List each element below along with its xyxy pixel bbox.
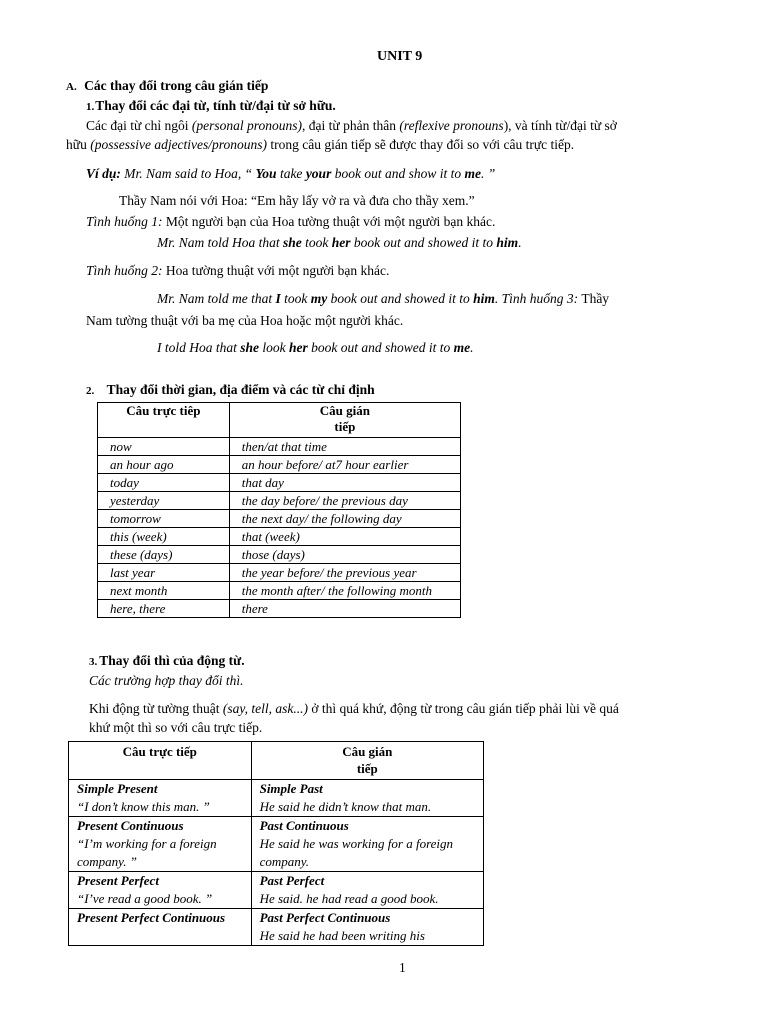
sentence-pronoun: she bbox=[283, 235, 302, 250]
direct-cell: last year bbox=[98, 564, 230, 582]
case-label: Tình huống 1: bbox=[86, 214, 163, 229]
sentence-text: book out and showed it to bbox=[307, 340, 454, 355]
sentence-text: book out and showed it to bbox=[327, 291, 474, 306]
para-text: , đại từ phản thân bbox=[302, 118, 400, 133]
para-text: ở thì quá khứ, động từ trong câu gián tiếp phải lùi về quá bbox=[308, 701, 619, 716]
case-label: Tình huống 2: bbox=[86, 263, 163, 278]
table-row bbox=[98, 438, 461, 456]
example-text: book out and show it to bbox=[331, 166, 465, 181]
sub3-paragraph-line2: khứ một thì so với câu trực tiếp. bbox=[89, 720, 263, 735]
reported-cell: then/at that time bbox=[229, 438, 460, 456]
header-reported bbox=[251, 742, 483, 780]
table-row bbox=[98, 456, 461, 474]
direct-cell: an hour ago bbox=[98, 456, 230, 474]
tense-example: “I don’t know this man. ” bbox=[77, 799, 210, 814]
time-place-table bbox=[97, 402, 461, 618]
example-pronoun: You bbox=[255, 166, 277, 181]
sentence-pronoun: me bbox=[453, 340, 471, 355]
sub2-marker: 2. bbox=[86, 385, 95, 397]
sub2-title: Thay đổi thời gian, địa điểm và các từ chỉ định bbox=[106, 382, 375, 397]
sentence-text: . bbox=[518, 235, 522, 250]
sub3-subheading: Các trường hợp thay đổi thì. bbox=[89, 673, 244, 688]
para-term: (say, tell, ask...) bbox=[222, 701, 309, 716]
case-text: Hoa tường thuật với một người bạn khác. bbox=[162, 263, 390, 278]
sub1-paragraph-line2 bbox=[66, 136, 574, 154]
table-row bbox=[69, 909, 484, 946]
sentence-pronoun: her bbox=[289, 340, 308, 355]
case2-sentence bbox=[157, 290, 609, 308]
sentence-text: . bbox=[494, 291, 502, 306]
table-row bbox=[69, 872, 484, 909]
case-text: Thầy bbox=[578, 291, 610, 306]
reported-cell: there bbox=[229, 600, 460, 618]
reported-cell bbox=[251, 909, 483, 946]
example-text: Mr. Nam said to Hoa, “ bbox=[120, 166, 256, 181]
table-row bbox=[98, 492, 461, 510]
sentence-pronoun: she bbox=[240, 340, 260, 355]
reported-cell: an hour before/ at7 hour earlier bbox=[229, 456, 460, 474]
direct-cell bbox=[69, 909, 252, 946]
sub3-title: Thay đổi thì của động từ. bbox=[99, 653, 245, 668]
sentence-text: took bbox=[280, 291, 311, 306]
tense-table bbox=[68, 741, 484, 946]
header-label: tiếp bbox=[356, 761, 378, 776]
reported-cell: that day bbox=[229, 474, 460, 492]
section-a-marker: A. bbox=[66, 81, 77, 93]
tense-name: Past Continuous bbox=[259, 818, 349, 833]
tense-name: Present Perfect bbox=[77, 873, 159, 888]
sub1-marker: 1. bbox=[86, 101, 95, 113]
reported-cell bbox=[251, 817, 483, 872]
header-direct bbox=[69, 742, 252, 780]
example-pronoun: me bbox=[464, 166, 481, 181]
case2-description bbox=[86, 262, 389, 280]
para-text: ), và tính từ/đại từ sở bbox=[503, 118, 617, 133]
tense-example: He said he was working for a foreign company. bbox=[259, 836, 454, 869]
table-row bbox=[98, 546, 461, 564]
reported-cell bbox=[251, 780, 483, 817]
sentence-pronoun: I bbox=[275, 291, 281, 306]
header-label: Câu gián bbox=[342, 744, 393, 759]
sub1-paragraph-line1 bbox=[86, 117, 617, 135]
case-label: Tình huống 3: bbox=[501, 291, 579, 306]
reported-cell: those (days) bbox=[229, 546, 460, 564]
header-label: Câu trực tiếp bbox=[122, 744, 197, 759]
reported-cell: the month after/ the following month bbox=[229, 582, 460, 600]
direct-cell: yesterday bbox=[98, 492, 230, 510]
table-row bbox=[98, 564, 461, 582]
para-term: (reflexive pronouns bbox=[399, 118, 504, 133]
reported-cell: the next day/ the following day bbox=[229, 510, 460, 528]
direct-cell: now bbox=[98, 438, 230, 456]
direct-cell: this (week) bbox=[98, 528, 230, 546]
tense-example: He said he didn’t know that man. bbox=[259, 799, 432, 814]
sentence-pronoun: him bbox=[473, 291, 495, 306]
tense-example: He said. he had read a good book. bbox=[259, 891, 439, 906]
unit-title: UNIT 9 bbox=[377, 49, 423, 64]
example-sentence bbox=[86, 165, 495, 183]
tense-name: Present Continuous bbox=[77, 818, 184, 833]
table-row bbox=[69, 817, 484, 872]
tense-example: “I’m working for a foreign company. ” bbox=[77, 836, 217, 869]
reported-cell: the day before/ the previous day bbox=[229, 492, 460, 510]
direct-cell bbox=[69, 817, 252, 872]
table-row bbox=[98, 474, 461, 492]
sub3-heading bbox=[89, 652, 245, 671]
para-text: Khi động từ tường thuật bbox=[89, 701, 223, 716]
sub1-title: Thay đổi các đại từ, tính từ/đại từ sở hữu. bbox=[95, 98, 336, 113]
section-a-heading bbox=[66, 77, 268, 96]
sub2-heading bbox=[86, 381, 375, 400]
direct-cell: tomorrow bbox=[98, 510, 230, 528]
tense-example: “I’ve read a good book. ” bbox=[77, 891, 213, 906]
sentence-pronoun: him bbox=[496, 235, 519, 250]
example-pronoun: your bbox=[305, 166, 332, 181]
sub1-heading bbox=[86, 97, 336, 116]
table-row bbox=[98, 582, 461, 600]
table-row bbox=[98, 510, 461, 528]
sub3-paragraph-line1 bbox=[89, 700, 619, 718]
section-a-title: Các thay đổi trong câu gián tiếp bbox=[84, 78, 269, 93]
sentence-pronoun: my bbox=[310, 291, 328, 306]
table-row bbox=[98, 528, 461, 546]
direct-cell: today bbox=[98, 474, 230, 492]
para-term: (personal pronouns) bbox=[191, 118, 303, 133]
page-number: 1 bbox=[399, 960, 406, 975]
sentence-text: book out and showed it to bbox=[350, 235, 497, 250]
header-direct bbox=[98, 403, 230, 438]
example-translation: Thầy Nam nói với Hoa: “Em hãy lấy vở ra và đưa cho thầy xem.” bbox=[119, 193, 475, 208]
tense-name: Simple Present bbox=[77, 781, 158, 796]
direct-cell: these (days) bbox=[98, 546, 230, 564]
tense-name: Past Perfect bbox=[259, 873, 325, 888]
sentence-text: Mr. Nam told Hoa that bbox=[157, 235, 284, 250]
direct-cell: here, there bbox=[98, 600, 230, 618]
direct-cell bbox=[69, 780, 252, 817]
example-label: Ví dụ: bbox=[86, 166, 121, 181]
tense-name: Past Perfect Continuous bbox=[259, 910, 391, 925]
sentence-text: I told Hoa that bbox=[157, 340, 241, 355]
reported-cell: that (week) bbox=[229, 528, 460, 546]
direct-cell: next month bbox=[98, 582, 230, 600]
reported-cell: the year before/ the previous year bbox=[229, 564, 460, 582]
table-header-row bbox=[98, 403, 461, 438]
sentence-pronoun: her bbox=[331, 235, 351, 250]
para-text: hữu bbox=[66, 137, 91, 152]
table-row bbox=[98, 600, 461, 618]
table-row bbox=[69, 780, 484, 817]
case3-description: Nam tường thuật với ba mẹ của Hoa hoặc một người khác. bbox=[86, 313, 404, 328]
sentence-text: look bbox=[259, 340, 290, 355]
header-label: Câu trực tiêp bbox=[126, 403, 201, 418]
case-text: Một người bạn của Hoa tường thuật với một người bạn khác. bbox=[162, 214, 496, 229]
tense-example: He said he had been writing his bbox=[259, 928, 425, 943]
case1-description bbox=[86, 213, 495, 231]
reported-cell bbox=[251, 872, 483, 909]
header-reported bbox=[229, 403, 460, 438]
header-label: Câu gián bbox=[319, 403, 370, 418]
table-header-row bbox=[69, 742, 484, 780]
para-text: Các đại từ chỉ ngôi bbox=[86, 118, 192, 133]
example-text: . ” bbox=[480, 166, 496, 181]
case1-sentence bbox=[157, 234, 522, 252]
case3-sentence bbox=[157, 339, 474, 357]
sentence-text: took bbox=[301, 235, 332, 250]
para-text: trong câu gián tiếp sẽ được thay đổi so với câu trực tiếp. bbox=[267, 137, 575, 152]
example-text: take bbox=[276, 166, 306, 181]
para-term: (possessive adjectives/pronouns) bbox=[90, 137, 268, 152]
sentence-text: . bbox=[470, 340, 474, 355]
sub3-marker: 3. bbox=[89, 656, 98, 668]
direct-cell bbox=[69, 872, 252, 909]
tense-name: Simple Past bbox=[259, 781, 323, 796]
tense-name: Present Perfect Continuous bbox=[77, 910, 226, 925]
sentence-text: Mr. Nam told me that bbox=[157, 291, 276, 306]
header-label: tiếp bbox=[334, 419, 356, 434]
